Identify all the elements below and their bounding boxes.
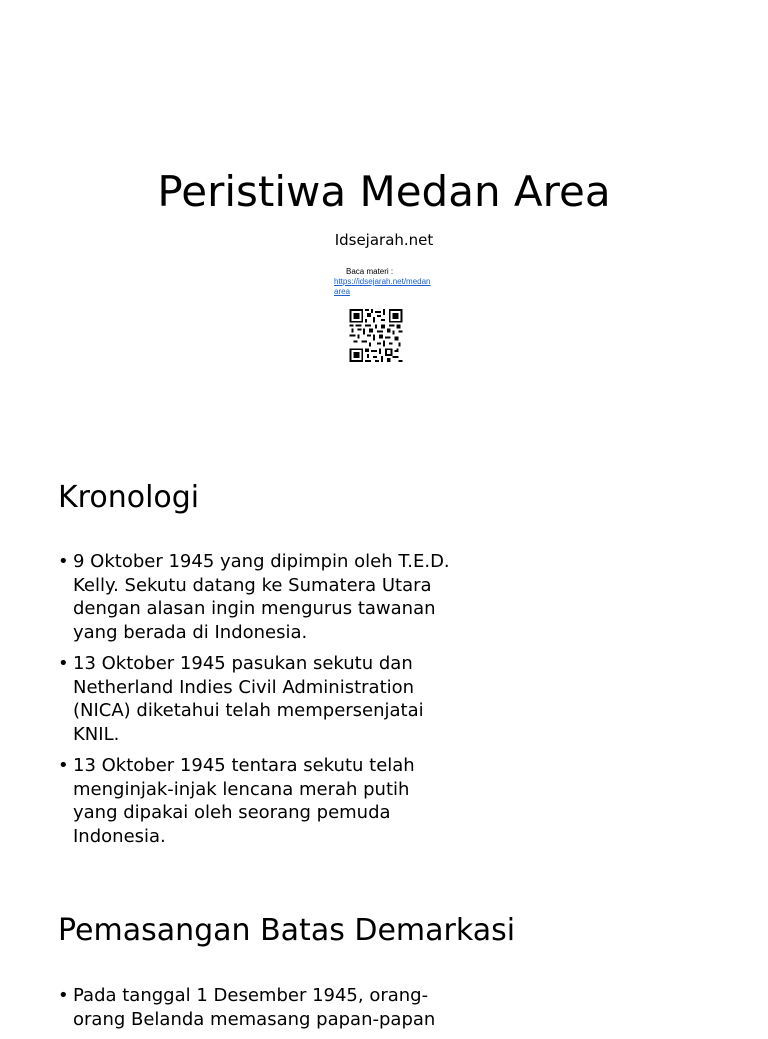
list-item: [58, 652, 458, 746]
list-item-text: 9 Oktober 1945 yang dipimpin oleh T.E.D. Kelly. Sekutu datang ke Sumatera Utara dengan alasan ingin mengurus tawanan yang berada di Indonesia.: [73, 551, 450, 643]
bullet-dot: •: [58, 551, 69, 572]
demarkasi-list: [58, 984, 458, 1039]
list-item: [58, 754, 458, 848]
page-title: Peristiwa Medan Area: [157, 167, 611, 216]
bullet-dot: •: [58, 755, 69, 776]
read-material-link[interactable]: https://idsejarah.net/medanarea: [334, 277, 431, 296]
kronologi-list: [58, 550, 458, 856]
list-item-text: Pada tanggal 1 Desember 1945, orang-orang Belanda memasang papan-papan: [73, 985, 436, 1030]
title-slide: [0, 0, 768, 400]
subtitle: Idsejarah.net: [334, 231, 434, 249]
bullet-dot: •: [58, 985, 69, 1006]
qr-code-icon: [348, 309, 404, 362]
read-material-block: [334, 267, 434, 297]
list-item-text: 13 Oktober 1945 pasukan sekutu dan Netherland Indies Civil Administration (NICA) diketahui telah mempersenjatai KNIL.: [73, 653, 424, 745]
kronologi-heading: Kronologi: [58, 480, 200, 515]
bullet-dot: •: [58, 653, 69, 674]
read-material-label: Baca materi :: [346, 267, 394, 276]
demarkasi-heading: Pemasangan Batas Demarkasi: [58, 913, 516, 948]
list-item-text: 13 Oktober 1945 tentara sekutu telah menginjak-injak lencana merah putih yang dipakai oleh seorang pemuda Indonesia.: [73, 755, 415, 847]
list-item: [58, 550, 458, 644]
